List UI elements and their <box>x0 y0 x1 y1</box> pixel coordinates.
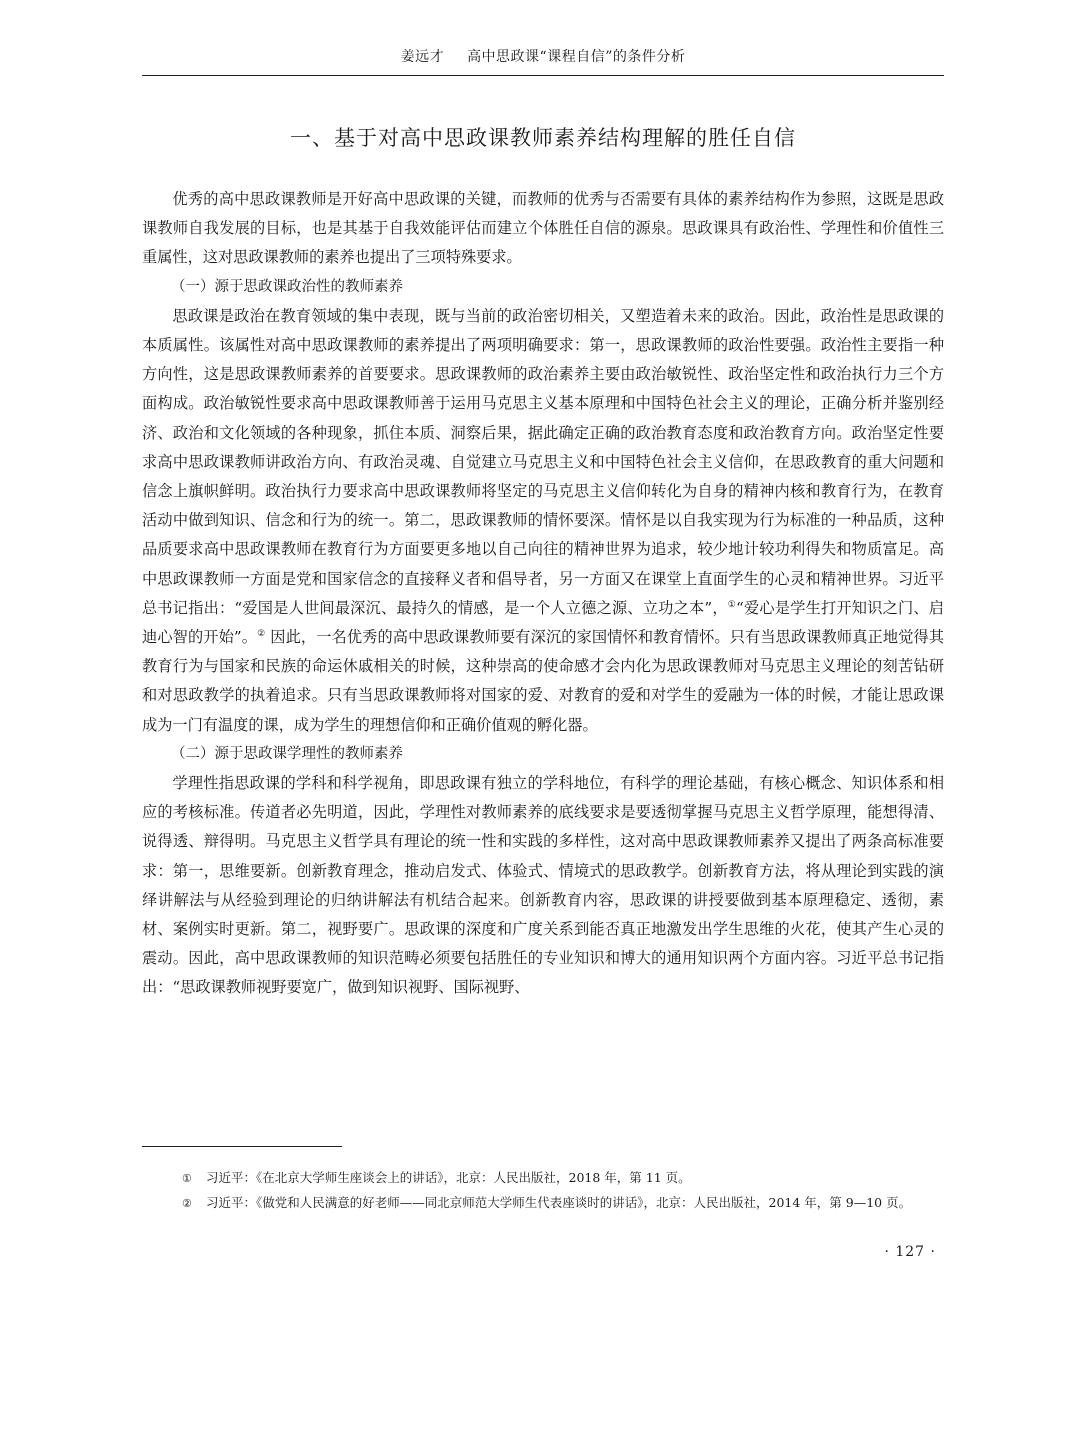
footnote-2 <box>142 1191 944 1216</box>
header-article-title: 高中思政课“课程自信”的条件分析 <box>467 49 686 65</box>
header-rule <box>142 75 944 76</box>
subsection-heading-2: （二）源于思政课学理性的教师素养 <box>171 745 403 762</box>
subsection-2-paragraph: 学理性指思政课的学科和科学视角，即思政课有独立的学科地位，有科学的理论基础，有核心概念、知识体系和相应的考核标准。传道者必先明道，因此，学理性对教师素养的底线要求是要透彻掌握马克思主义哲学原理，能想得清、说得透、辩得明。马克思主义哲学具有理论的统一性和实践的多样性，这对高中思政课教师素养又提出了两条高标准要求：第一，思维要新。创新教育理念，推动启发式、体验式、情境式的思政教学。创新教育方法，将从理论到实践的演绎讲解法与从经验到理论的归纳讲解法有机结合起来。创新教育内容，思政课的讲授要做到基本原理稳定、透彻，素材、案例实时更新。第二，视野要广。思政课的深度和广度关系到能否真正地激发出学生思维的火花，使其产生心灵的震动。因此，高中思政课教师的知识范畴必须要包括胜任的专业知识和博大的通用知识两个方面内容。习近平总书记指出：“思政课教师视野要宽广，做到知识视野、国际视野、 <box>142 774 944 997</box>
article-body <box>142 185 944 1003</box>
footnote-text: 习近平：《在北京大学师生座谈会上的讲话》，北京：人民出版社，2018 年，第 11 页。 <box>206 1170 691 1185</box>
footnote-ref-1[interactable]: ① <box>727 599 737 610</box>
subsection-1-paragraph <box>142 302 944 740</box>
running-header <box>142 46 944 66</box>
footnote-1 <box>142 1166 944 1191</box>
footnotes <box>142 1166 944 1216</box>
footnote-mark: ① <box>182 1172 192 1185</box>
subsection-1-text-b: “爱心是学生打开知识之门、启迪心智的开始”。 <box>142 598 944 647</box>
subsection-heading-1: （一）源于思政课政治性的教师素养 <box>171 278 403 295</box>
subsection-1-text-c: 因此，一名优秀的高中思政课教师要有深沉的家国情怀和教育情怀。只有当思政课教师真正地觉得其教育行为与国家和民族的命运休戚相关的时候，这种崇高的使命感才会内化为思政课教师对马克思主义理论的刻苦钻研和对思政教学的执着追求。只有当思政课教师将对国家的爱、对教育的爱和对学生的爱融为一体的时候，才能让思政课成为一门有温度的课，成为学生的理想信仰和正确价值观的孵化器。 <box>142 628 945 734</box>
subsection-1-text-a: 思政课是政治在教育领域的集中表现，既与当前的政治密切相关，又塑造着未来的政治。因此，政治性是思政课的本质属性。该属性对高中思政课教师的素养提出了两项明确要求：第一，思政课教师的政治性要强。政治性主要指一种方向性，这是思政课教师素养的首要要求。思政课教师的政治素养主要由政治敏锐性、政治坚定性和政治执行力三个方面构成。政治敏锐性要求高中思政课教师善于运用马克思主义基本原理和中国特色社会主义的理论，正确分析并鉴别经济、政治和文化领域的各种现象，抓住本质、洞察后果，据此确定正确的政治教育态度和政治教育方向。政治坚定性要求高中思政课教师讲政治方向、有政治灵魂、自觉建立马克思主义和中国特色社会主义信仰，在思政教育的重大问题和信念上旗帜鲜明。政治执行力要求高中思政课教师将坚定的马克思主义信仰转化为自身的精神内核和教育行为，在教育活动中做到知识、信念和行为的统一。第二，思政课教师的情怀要深。情怀是以自我实现为行为标准的一种品质，这种品质要求高中思政课教师在教育行为方面要更多地以自己向往的精神世界为追求，较少地计较功利得失和物质富足。高中思政课教师一方面是党和国家信念的直接释义者和倡导者，另一方面又在课堂上直面学生的心灵和精神世界。习近平总书记指出：“爱国是人世间最深沉、最持久的情感，是一个人立德之源、立功之本”， <box>142 306 944 617</box>
footnote-ref-2[interactable]: ② <box>257 628 266 639</box>
intro-paragraph: 优秀的高中思政课教师是开好高中思政课的关键，而教师的优秀与否需要有具体的素养结构作为参照，这既是思政课教师自我发展的目标，也是其基于自我效能评估而建立个体胜任自信的源泉。思政课具有政治性、学理性和价值性三重属性，这对思政课教师的素养也提出了三项特殊要求。 <box>142 190 944 267</box>
header-author: 姜远才 <box>400 49 445 65</box>
section-title: 一、基于对高中思政课教师素养结构理解的胜任自信 <box>290 126 796 150</box>
footnote-rule <box>142 1146 342 1147</box>
footnote-mark: ② <box>182 1197 192 1210</box>
page-number: · 127 · <box>884 1244 936 1260</box>
footnote-text: 习近平：《做党和人民满意的好老师——同北京师范大学师生代表座谈时的讲话》，北京：人民出版社，2014 年，第 9—10 页。 <box>206 1195 912 1210</box>
